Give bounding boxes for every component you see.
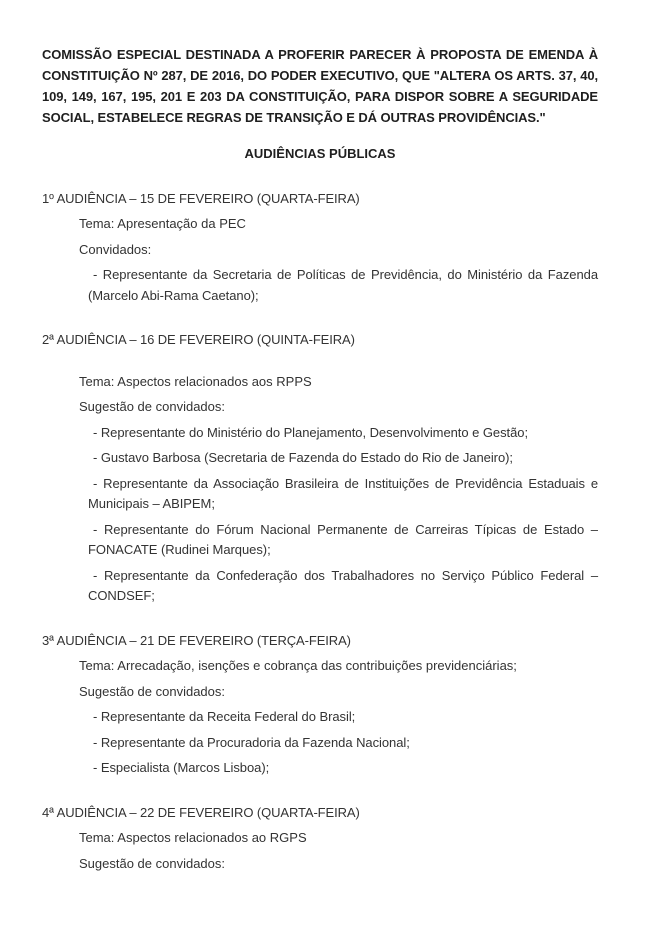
audiencia-2-section bbox=[42, 330, 598, 607]
audiencia-4-tema: Tema: Aspectos relacionados ao RGPS bbox=[79, 830, 307, 845]
audiencia-3-tema: Tema: Arrecadação, isenções e cobrança das contribuições previdenciárias; bbox=[79, 658, 517, 673]
audiencia-2-tema: Tema: Aspectos relacionados aos RPPS bbox=[79, 373, 312, 389]
audiencia-4-heading: 4ª AUDIÊNCIA – 22 DE FEVEREIRO (QUARTA-FEIRA) bbox=[42, 804, 360, 820]
audiencia-3-guests-label: Sugestão de convidados: bbox=[79, 683, 225, 699]
audiencia-2-guest-item: - Representante da Confederação dos Trabalhadores no Serviço Público Federal – CONDSEF; bbox=[88, 567, 598, 603]
audiencia-3-guest-item: - Representante da Procuradoria da Fazenda Nacional; bbox=[93, 734, 410, 750]
audiencia-2-guest-item: - Representante do Ministério do Planejamento, Desenvolvimento e Gestão; bbox=[93, 424, 529, 440]
audiencia-1-guest-item: - Representante da Secretaria de Políticas de Previdência, do Ministério da Fazenda (Marcelo Abi-Rama Caetano); bbox=[88, 267, 598, 303]
audiencia-2-guest-item: - Representante da Associação Brasileira de Instituições de Previdência Estaduais e Municipais – ABIPEM; bbox=[88, 475, 598, 511]
audiencia-1-section bbox=[42, 189, 598, 307]
audiencia-2-guest-item: - Gustavo Barbosa (Secretaria de Fazenda do Estado do Rio de Janeiro); bbox=[93, 450, 513, 465]
audiencia-1-heading: 1º AUDIÊNCIA – 15 DE FEVEREIRO (QUARTA-FEIRA) bbox=[42, 190, 360, 206]
audiencia-1-tema: Tema: Apresentação da PEC bbox=[79, 216, 246, 231]
document-subtitle: AUDIÊNCIAS PÚBLICAS bbox=[244, 146, 396, 161]
audiencia-2-guest-item: - Representante do Fórum Nacional Permanente de Carreiras Típicas de Estado – FONACATE (Rudinei Marques); bbox=[88, 521, 598, 557]
audiencia-2-heading: 2ª AUDIÊNCIA – 16 DE FEVEREIRO (QUINTA-FEIRA) bbox=[42, 332, 355, 347]
audiencia-2-guests-label: Sugestão de convidados: bbox=[79, 399, 225, 414]
audiencia-4-guests-label: Sugestão de convidados: bbox=[79, 855, 225, 871]
audiencia-3-guest-item: - Representante da Receita Federal do Brasil; bbox=[93, 709, 356, 724]
audiencia-3-guest-item: - Especialista (Marcos Lisboa); bbox=[93, 760, 270, 775]
audiencia-3-heading: 3ª AUDIÊNCIA – 21 DE FEVEREIRO (TERÇA-FEIRA) bbox=[42, 632, 351, 648]
audiencia-4-section bbox=[42, 803, 598, 875]
audiencia-1-guests-label: Convidados: bbox=[79, 241, 152, 257]
commission-title: COMISSÃO ESPECIAL DESTINADA A PROFERIR PARECER À PROPOSTA DE EMENDA À CONSTITUIÇÃO Nº 287, DE 2016, DO PODER EXECUTIVO, QUE "ALTERA OS ARTS. 37, 40, 109, 149, 167, 195, 201 E 203 DA CONSTITUIÇÃO, PARA DISPOR SOBRE A SEGURIDADE SOCIAL, ESTABELECE REGRAS DE TRANSIÇÃO E DÁ OUTRAS PROVIDÊNCIAS." bbox=[42, 47, 598, 125]
audiencia-3-section bbox=[42, 631, 598, 779]
